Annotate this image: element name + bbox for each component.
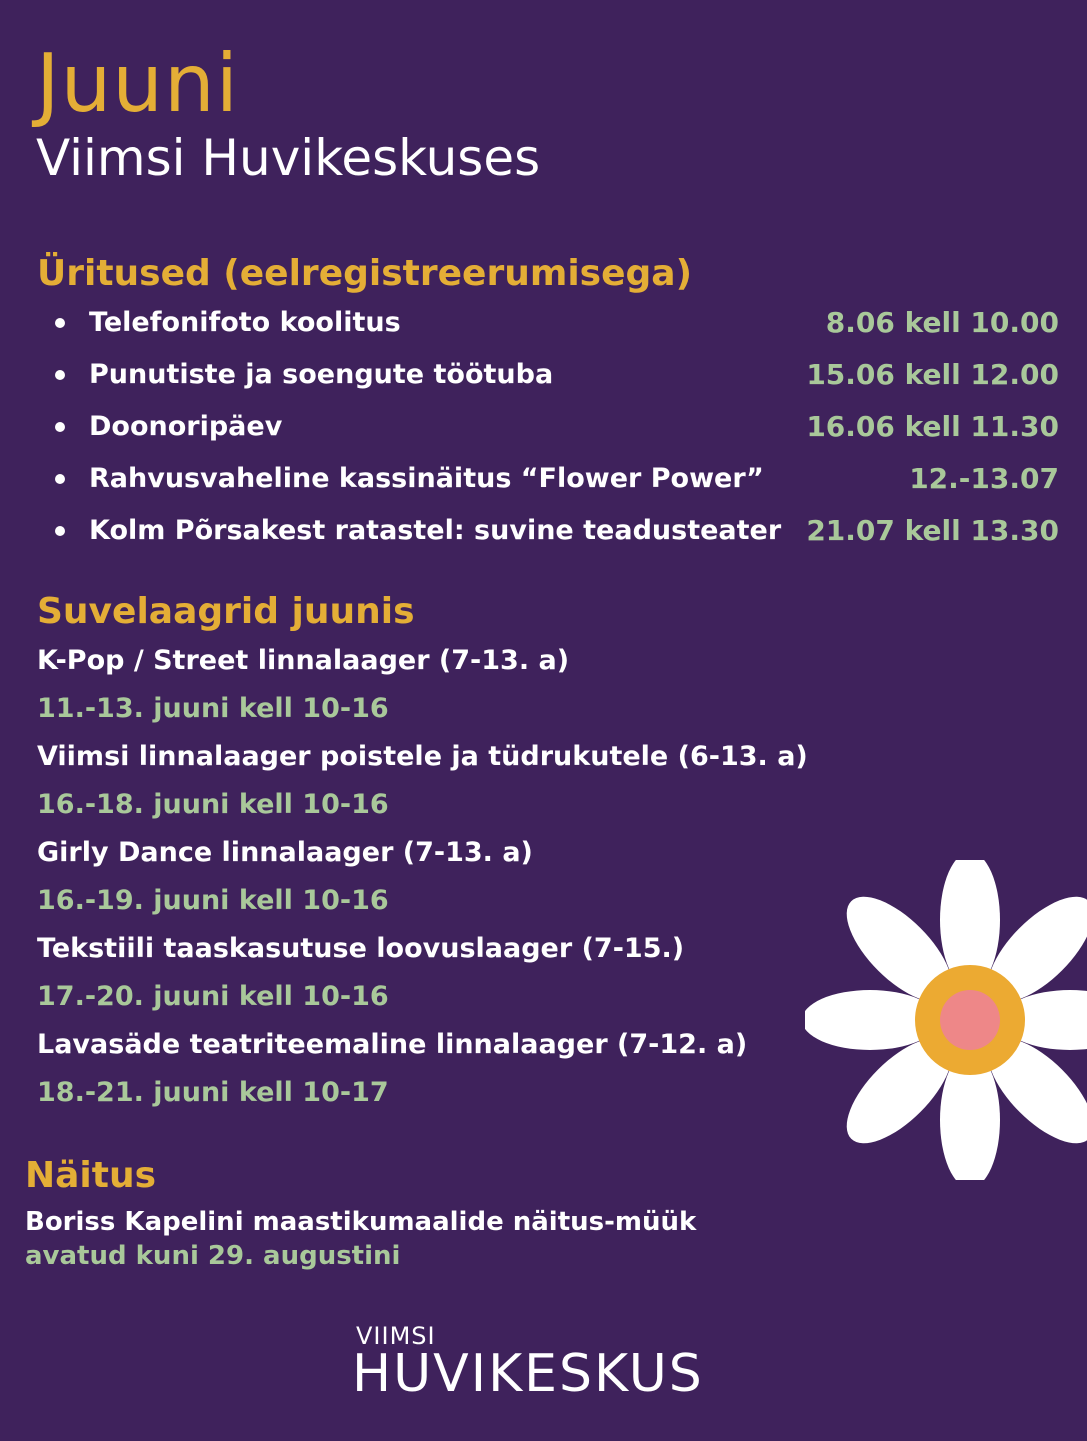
bullet-icon	[55, 526, 65, 536]
bullet-icon	[55, 474, 65, 484]
event-name: Punutiste ja soengute töötuba	[89, 359, 554, 390]
logo-top-text: VIIMSI	[356, 1322, 436, 1350]
event-name: Doonoripäev	[89, 411, 283, 442]
page-title: Juuni	[36, 37, 239, 130]
daisy-flower-icon	[805, 860, 1087, 1180]
camp-date: 11.-13. juuni kell 10-16	[37, 693, 389, 724]
event-date: 15.06 kell 12.00	[806, 358, 1059, 391]
events-list	[55, 300, 1065, 560]
camp-date: 18.-21. juuni kell 10-17	[37, 1077, 389, 1108]
events-heading: Üritused (eelregistreerumisega)	[37, 253, 693, 294]
camp-date: 16.-18. juuni kell 10-16	[37, 789, 389, 820]
huvikeskus-logo	[352, 1322, 742, 1412]
page-subtitle: Viimsi Huvikeskuses	[36, 129, 541, 187]
exhibition-date: avatud kuni 29. augustini	[25, 1241, 401, 1271]
bullet-icon	[55, 318, 65, 328]
bullet-icon	[55, 422, 65, 432]
list-item	[55, 404, 1065, 456]
event-name: Kolm Põrsakest ratastel: suvine teadusteater	[89, 515, 782, 546]
camps-list	[37, 637, 837, 1117]
camp-date: 16.-19. juuni kell 10-16	[37, 885, 389, 916]
event-name: Telefonifoto koolitus	[89, 307, 401, 338]
camp-name: Girly Dance linnalaager (7-13. a)	[37, 837, 533, 868]
camp-name: K-Pop / Street linnalaager (7-13. a)	[37, 645, 570, 676]
camp-name: Viimsi linnalaager poistele ja tüdrukutele (6-13. a)	[37, 741, 808, 772]
list-item	[55, 300, 1065, 352]
camp-name: Lavasäde teatriteemaline linnalaager (7-12. a)	[37, 1029, 748, 1060]
event-date: 8.06 kell 10.00	[825, 306, 1059, 339]
event-date: 16.06 kell 11.30	[806, 410, 1059, 443]
list-item	[55, 352, 1065, 404]
exhibition-name: Boriss Kapelini maastikumaalide näitus-müük	[25, 1207, 697, 1237]
camp-name: Tekstiili taaskasutuse loovuslaager (7-15.)	[37, 933, 685, 964]
event-date: 12.-13.07	[909, 462, 1059, 495]
event-date: 21.07 kell 13.30	[806, 514, 1059, 547]
list-item	[55, 508, 1065, 560]
camp-date: 17.-20. juuni kell 10-16	[37, 981, 389, 1012]
list-item	[55, 456, 1065, 508]
event-name: Rahvusvaheline kassinäitus “Flower Power”	[89, 463, 764, 494]
exhibition-heading: Näitus	[25, 1155, 157, 1196]
camps-heading: Suvelaagrid juunis	[37, 591, 415, 632]
bullet-icon	[55, 370, 65, 380]
logo-bottom-text: HUVIKESKUS	[352, 1344, 704, 1404]
